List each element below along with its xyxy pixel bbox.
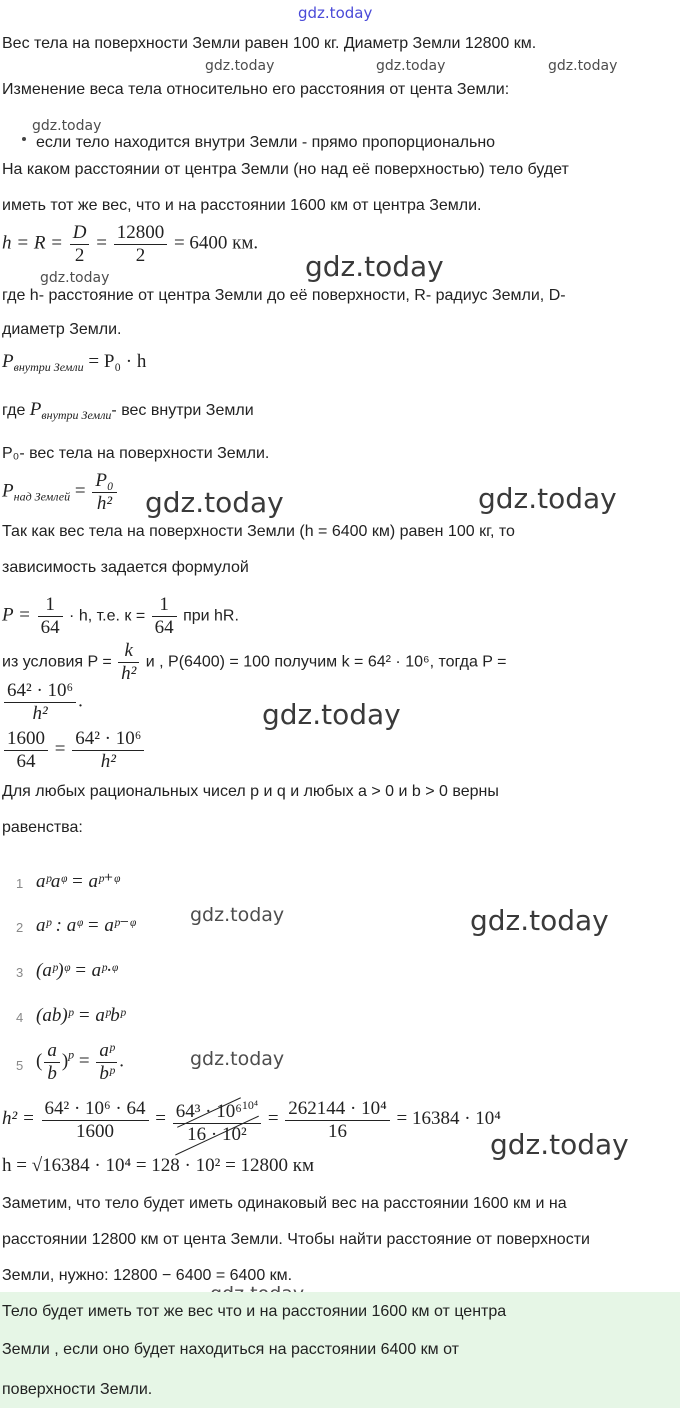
property-number: 3 <box>16 965 24 980</box>
equation-P-final: $\frac{\text{64² · 10⁶}}{\text{h²}}$ . <box>2 680 83 726</box>
property-number: 4 <box>16 1010 24 1025</box>
watermark: gdz.today <box>40 270 110 286</box>
equation-outside: $P_{над Землей}$ = $\frac{\text{P₀}}{\text{h²}}$ <box>2 470 119 516</box>
watermark: gdz.today <box>145 486 284 519</box>
property-1: aᵖaᵠ = aᵖ⁺ᵠ <box>36 871 120 892</box>
answer-line-2: Земли , если оно будет находиться на расстоянии 6400 км от <box>2 1341 459 1358</box>
definition-surface-weight: P₀- вес тела на поверхности Земли. <box>2 445 270 462</box>
watermark: gdz.today <box>305 250 444 283</box>
watermark-logo: gdz.today <box>298 4 373 22</box>
definition-inside-weight: где $P_{внутри Земли}-$ вес внутри Земли <box>2 399 254 422</box>
property-5: ( $\frac{a}{b}$ )$^p$ = $\frac{\text{aᵖ}}{\text{bᵖ}}$ . <box>36 1040 124 1084</box>
since-line-2: зависимость задается формулой <box>2 559 249 576</box>
bullet-dot <box>22 137 26 141</box>
equation-h-squared: h² = $\frac{\text{64² · 10⁶ · 64}}{1600}$ = $\frac{64^3 \cdot 10^6^{10^4}}{\text{16 · 10²}}$ = $\frac{\text{262144 · 10⁴}}{16}$ = 16384 · 10⁴ <box>2 1094 501 1148</box>
problem-relation: Изменение веса тела относительно его расстояния от цента Земли: <box>2 81 510 98</box>
equation-inside: $P_{внутри Земли} = P_0 \cdot h$ <box>2 351 147 374</box>
equation-h-root: h = √16384 · 10⁴ = 128 · 10² = 12800 км <box>2 1155 315 1176</box>
answer-line-1: Тело будет иметь тот же вес что и на расстоянии 1600 км от центра <box>2 1303 507 1320</box>
watermark: gdz.today <box>32 118 102 134</box>
problem-statement: Вес тела на поверхности Земли равен 100 кг. Диаметр Земли 12800 км. <box>2 35 537 52</box>
property-2: aᵖ : aᵠ = aᵖ⁻ᵠ <box>36 915 136 936</box>
since-line-1: Так как вес тела на поверхности Земли (h = 6400 км) равен 100 кг, то <box>2 523 515 540</box>
watermark: gdz.today <box>205 58 275 74</box>
equation-P-linear: P = $\frac{1}{64}$ · h, т.е. к = $\frac{1}{64}$ при hR. <box>2 594 239 638</box>
rational-line-2: равенства: <box>2 819 83 836</box>
equation-radius: h = R = $\frac{D}{2}$ = $\frac{12800}{2}$ = 6400 км. <box>2 222 259 266</box>
property-4: (ab)ᵖ = aᵖbᵖ <box>36 1005 126 1026</box>
property-number: 2 <box>16 920 24 935</box>
property-number: 1 <box>16 876 24 891</box>
rational-line-1: Для любых рациональных чисел p и q и любых a > 0 и b > 0 верны <box>2 783 499 800</box>
question-line-1: На каком расстоянии от центра Земли (но над её поверхностью) тело будет <box>2 161 569 178</box>
watermark: gdz.today <box>470 904 609 937</box>
watermark: gdz.today <box>490 1128 629 1161</box>
definition-line-2: диаметр Земли. <box>2 321 122 338</box>
note-line-2: расстоянии 12800 км от цента Земли. Чтобы найти расстояние от поверхности <box>2 1231 590 1248</box>
condition-line: из условия P = $\frac{k}{\text{h²}}$ и , P(6400) = 100 получим k = 64² · 10⁶, тогда P = <box>2 640 507 684</box>
watermark: gdz.today <box>190 1048 285 1070</box>
watermark: gdz.today <box>376 58 446 74</box>
bullet-text: если тело находится внутри Земли - прямо пропорционально <box>36 134 496 151</box>
watermark: gdz.today <box>548 58 618 74</box>
watermark: gdz.today <box>262 698 401 731</box>
watermark: gdz.today <box>478 482 617 515</box>
definition-line-1: где h- расстояние от центра Земли до её поверхности, R- радиус Земли, D- <box>2 287 566 304</box>
property-number: 5 <box>16 1058 24 1073</box>
note-line-3: Земли, нужно: 12800 − 6400 = 6400 км. <box>2 1267 293 1284</box>
watermark: gdz.today <box>190 904 285 926</box>
question-line-2: иметь тот же вес, что и на расстоянии 1600 км от центра Земли. <box>2 197 482 214</box>
answer-line-3: поверхности Земли. <box>2 1381 153 1398</box>
equation-ratio: $\frac{1600}{64}$ = $\frac{\text{64² · 10⁶}}{\text{h²}}$ <box>2 728 146 774</box>
note-line-1: Заметим, что тело будет иметь одинаковый вес на расстоянии 1600 км и на <box>2 1195 567 1212</box>
property-3: (aᵖ)ᵠ = aᵖ·ᵠ <box>36 960 118 981</box>
